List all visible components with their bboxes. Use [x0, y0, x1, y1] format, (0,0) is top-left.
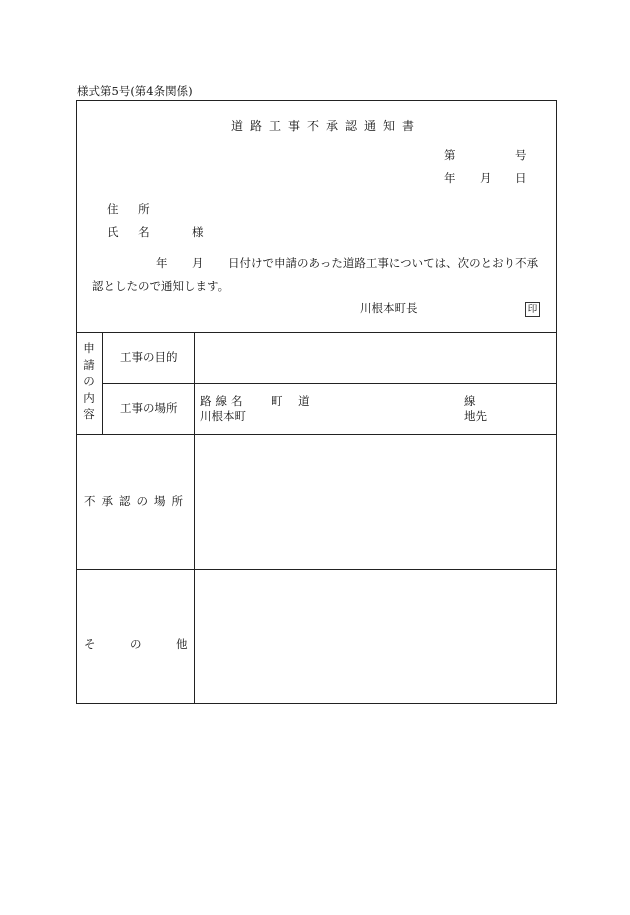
- date-year: 年: [444, 171, 456, 185]
- vertical-char: 容: [83, 407, 95, 422]
- other-label: そ の 他: [84, 637, 188, 651]
- vertical-char: 内: [83, 390, 95, 405]
- vertical-char: の: [83, 374, 95, 389]
- honorific-sama: 様: [192, 225, 204, 239]
- divider-disapproval: [76, 569, 557, 570]
- vertical-char: 請: [83, 357, 95, 372]
- chisaki-label: 地先: [464, 409, 487, 423]
- date-month: 月: [480, 171, 492, 185]
- divider-label-column: [194, 332, 195, 704]
- ref-dai: 第: [444, 148, 456, 162]
- date-day: 日: [515, 171, 527, 185]
- divider-purpose: [102, 383, 557, 384]
- body-line2: 認としたので通知します。: [92, 279, 230, 293]
- place-label: 工事の場所: [120, 401, 178, 415]
- form-number-label: 様式第5号(第4条関係): [77, 84, 193, 98]
- town-name: 川根本町: [200, 409, 246, 423]
- ref-go: 号: [515, 148, 527, 162]
- document-title: 道路工事不承認通知書: [231, 119, 422, 133]
- line-suffix: 線: [464, 394, 476, 408]
- address-label: 住 所: [107, 202, 158, 216]
- issuer-name: 川根本町長: [360, 301, 418, 315]
- body-year: 年: [156, 256, 168, 270]
- body-month: 月: [192, 256, 204, 270]
- divider-application: [76, 434, 557, 435]
- disapproval-place-label: 不承認の場所: [84, 494, 189, 508]
- application-vertical-label: [82, 340, 96, 423]
- divider-header: [76, 332, 557, 333]
- road-type-label: 町 道: [271, 394, 316, 408]
- name-label: 氏 名: [107, 225, 158, 239]
- divider-vertical-label: [102, 332, 103, 434]
- seal-mark: 印: [525, 302, 540, 317]
- vertical-char: 申: [83, 341, 95, 355]
- route-name-label: 路線名: [200, 394, 247, 408]
- purpose-label: 工事の目的: [120, 350, 178, 364]
- body-line1: 日付けで申請のあった道路工事については、次のとおり不承: [228, 256, 539, 270]
